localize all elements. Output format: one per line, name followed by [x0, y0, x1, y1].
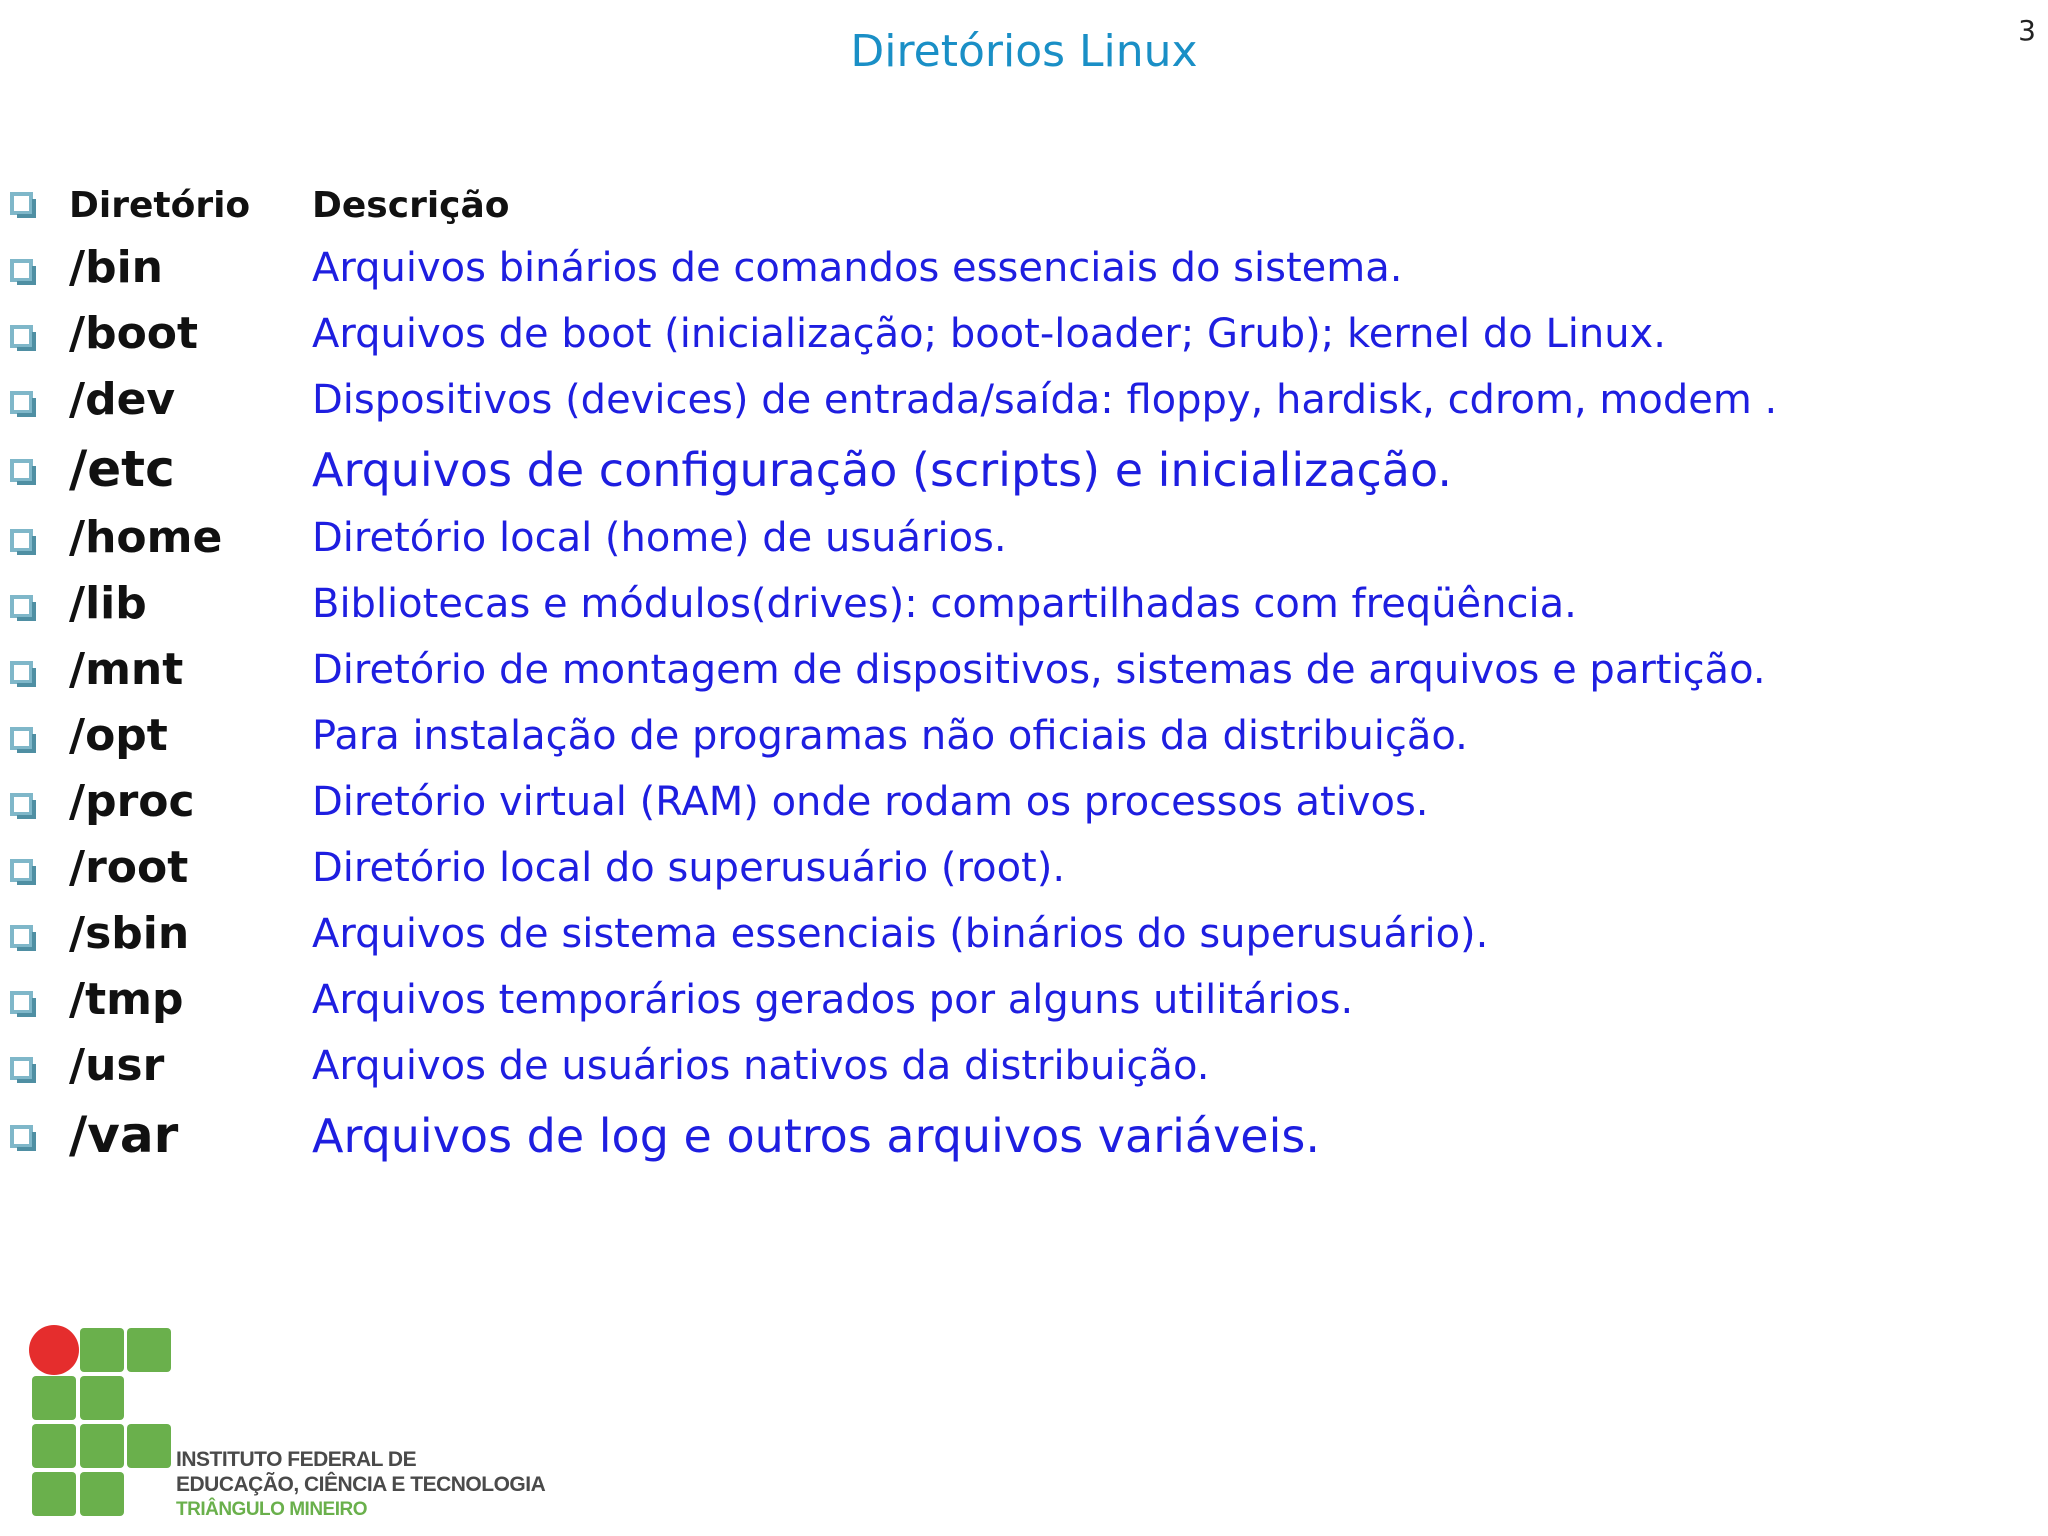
directory-description: Arquivos de sistema essenciais (binários do superusuário).	[312, 911, 1489, 957]
hollow-square-bullet-icon	[9, 990, 37, 1018]
table-row	[0, 644, 2040, 702]
directory-description: Arquivos de usuários nativos da distribuição.	[312, 1043, 1210, 1089]
directory-name: /mnt	[69, 644, 184, 695]
directory-name: /lib	[69, 578, 147, 629]
directory-description: Arquivos de boot (inicialização; boot-loader; Grub); kernel do Linux.	[312, 311, 1666, 357]
table-row	[0, 710, 2040, 768]
hollow-square-bullet-icon	[9, 792, 37, 820]
directory-description: Arquivos de configuração (scripts) e inicialização.	[312, 443, 1452, 497]
hollow-square-bullet-icon	[9, 726, 37, 754]
directory-name: /boot	[69, 308, 199, 359]
hollow-square-bullet-icon	[9, 660, 37, 688]
hollow-square-bullet-icon	[9, 1056, 37, 1084]
directory-name: /bin	[69, 242, 163, 293]
hollow-square-bullet-icon	[9, 858, 37, 886]
logo-line-3: TRIÂNGULO MINEIRO	[176, 1499, 367, 1520]
directory-description: Diretório de montagem de dispositivos, sistemas de arquivos e partição.	[312, 647, 1766, 693]
logo-line-1: INSTITUTO FEDERAL DE	[176, 1448, 417, 1471]
directory-description: Diretório local (home) de usuários.	[312, 515, 1007, 561]
table-row	[0, 1040, 2040, 1098]
hollow-square-bullet-icon	[9, 324, 37, 352]
table-row	[0, 578, 2040, 636]
directory-description: Dispositivos (devices) de entrada/saída: floppy, hardisk, cdrom, modem .	[312, 377, 1778, 423]
table-row	[0, 308, 2040, 366]
directory-description: Diretório local do superusuário (root).	[312, 845, 1066, 891]
directory-description: Para instalação de programas não oficiais da distribuição.	[312, 713, 1468, 759]
directory-name: /usr	[69, 1040, 165, 1091]
page-number: 3	[2018, 14, 2036, 47]
hollow-square-bullet-icon	[9, 924, 37, 952]
table-row	[0, 374, 2040, 432]
header-dir: Diretório	[69, 185, 251, 226]
directory-name: /var	[69, 1106, 179, 1164]
institution-logo	[26, 1325, 546, 1525]
table-header	[0, 180, 2040, 230]
directory-name: /etc	[69, 440, 175, 498]
hollow-square-bullet-icon	[9, 594, 37, 622]
header-desc: Descrição	[312, 185, 510, 226]
table-row	[0, 1106, 2040, 1170]
table-row	[0, 908, 2040, 966]
table-row	[0, 440, 2040, 504]
slide-title: Diretórios Linux	[850, 26, 1198, 77]
directory-name: /root	[69, 842, 189, 893]
directory-description: Bibliotecas e módulos(drives): compartilhadas com freqüência.	[312, 581, 1577, 627]
hollow-square-bullet-icon	[9, 1124, 37, 1152]
directory-description: Diretório virtual (RAM) onde rodam os processos ativos.	[312, 779, 1429, 825]
logo-text	[176, 1447, 545, 1522]
hollow-square-bullet-icon	[9, 191, 37, 219]
logo-mark	[26, 1325, 176, 1525]
directory-description: Arquivos binários de comandos essenciais do sistema.	[312, 245, 1403, 291]
directory-name: /dev	[69, 374, 176, 425]
table-row	[0, 974, 2040, 1032]
table-row	[0, 512, 2040, 570]
hollow-square-bullet-icon	[9, 528, 37, 556]
hollow-square-bullet-icon	[9, 458, 37, 486]
table-row	[0, 242, 2040, 300]
directory-name: /home	[69, 512, 223, 563]
directory-description: Arquivos de log e outros arquivos variáveis.	[312, 1109, 1320, 1163]
hollow-square-bullet-icon	[9, 258, 37, 286]
directory-description: Arquivos temporários gerados por alguns utilitários.	[312, 977, 1354, 1023]
directory-name: /proc	[69, 776, 195, 827]
directory-name: /sbin	[69, 908, 190, 959]
table-row	[0, 842, 2040, 900]
directory-name: /opt	[69, 710, 168, 761]
table-row	[0, 776, 2040, 834]
directory-name: /tmp	[69, 974, 184, 1025]
hollow-square-bullet-icon	[9, 390, 37, 418]
logo-line-2: EDUCAÇÃO, CIÊNCIA E TECNOLOGIA	[176, 1473, 546, 1496]
